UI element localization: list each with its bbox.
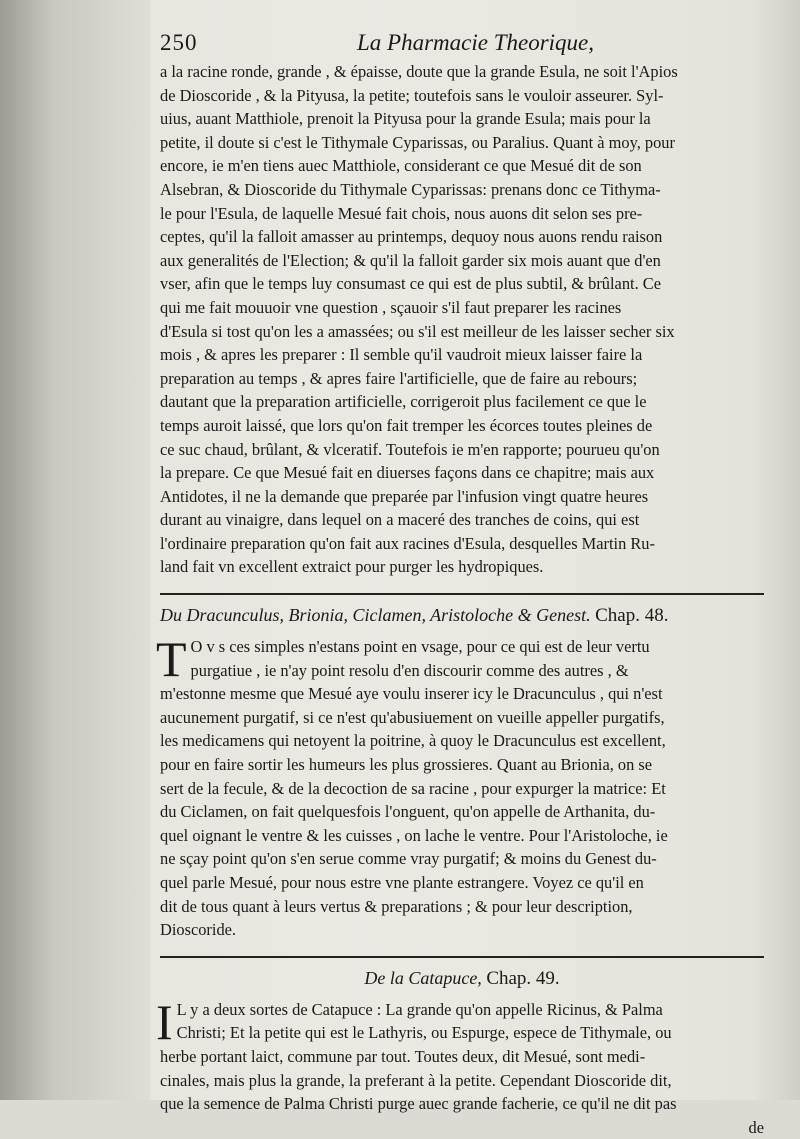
text-line: les medicamens qui netoyent la poitrine, à quoy le Dracunculus est excellent, (160, 731, 666, 751)
text-line: O v s ces simples n'estans point en vsage, pour ce qui est de leur vertu (190, 637, 650, 657)
text-line: uius, auant Matthiole, prenoit la Pityusa pour la grande Esula; mais pour la (160, 109, 651, 129)
chapter-49-number: Chap. 49. (486, 967, 560, 989)
text-line: ce suc chaud, brûlant, & vlceratif. Toutefois ie m'en rapporte; pourueu qu'on (160, 439, 660, 459)
text-line: mois , & apres les preparer : Il semble qu'il vaudroit mieux laisser faire la (160, 345, 643, 365)
chapter-48-number: Chap. 48. (595, 605, 669, 627)
text-line: de Dioscoride , & la Pityusa, la petite; toutefois sans le vouloir asseurer. Syl- (160, 85, 664, 105)
text-line: purgatiue , ie n'ay point resolu d'en discourir comme des autres , & (190, 660, 629, 680)
page-gutter-shadow (0, 0, 150, 1100)
text-line: l'ordinaire preparation qu'on fait aux racines d'Esula, desquelles Martin Ru- (160, 533, 655, 553)
text-line: land fait vn excellent extraict pour purger les hydropiques. (160, 557, 544, 577)
section-divider (160, 956, 764, 958)
text-line: aucunement purgatif, si ce n'est qu'abusiuement on vueille appeller purgatifs, (160, 707, 665, 727)
text-line: m'estonne mesme que Mesué aye voulu inserer icy le Dracunculus , qui n'est (160, 684, 663, 704)
chapter-48-heading (160, 605, 764, 627)
text-line: Christi; Et la petite qui est le Lathyris, ou Espurge, espece de Tithymale, ou (176, 1023, 672, 1043)
section-esula-continuation (160, 60, 764, 579)
text-line: dit de tous quant à leurs vertus & preparations ; & pour leur description, (160, 896, 633, 916)
drop-cap: T (156, 631, 187, 688)
text-line: Antidotes, il ne la demande que preparée par l'infusion vingt quatre heures (160, 486, 649, 506)
text-line: ceptes, qu'il la falloit amasser au printemps, dequoy nous auons rendu raison (160, 227, 663, 247)
chapter-48-body (156, 631, 764, 942)
text-line: Alsebran, & Dioscoride du Tithymale Cyparissas: prenans donc ce Tithyma- (160, 179, 661, 199)
chapter-49-title: De la Catapuce, (364, 967, 482, 988)
text-line: quel parle Mesué, pour nous estre vne plante estrangere. Voyez ce qu'il en (160, 873, 644, 892)
catchword: de (748, 1117, 764, 1137)
text-line: la prepare. Ce que Mesué fait en diuerses façons dans ce chapitre; mais aux (160, 463, 655, 483)
text-line: vser, afin que le temps luy consumast ce qui est de plus subtil, & brûlant. Ce (160, 274, 661, 294)
section-divider (160, 593, 764, 595)
text-line: a la racine ronde, grande , & épaisse, doute que la grande Esula, ne soit l'Apios (160, 62, 678, 81)
text-line: qui me fait mouuoir vne question , sçauoir s'il faut preparer les racines (160, 297, 622, 317)
text-line: le pour l'Esula, de laquelle Mesué fait chois, nous auons dit selon ses pre- (160, 203, 643, 223)
text-line: que la semence de Palma Christi purge auec grande facherie, ce qu'il ne dit pas (160, 1094, 677, 1114)
text-line: d'Esula si tost qu'on les a amassées; ou s'il est meilleur de les laisser secher six (160, 321, 675, 341)
text-line: petite, il doute si c'est le Tithymale Cyparissas, ou Paralius. Quant à moy, pour (160, 132, 675, 152)
text-line: quel oignant le ventre & les cuisses , on lache le ventre. Pour l'Aristoloche, ie (160, 825, 668, 845)
drop-cap: I (156, 993, 173, 1050)
text-line: herbe portant laict, commune par tout. Toutes deux, dit Mesué, sont medi- (160, 1046, 646, 1066)
chapter-49-body (156, 993, 764, 1139)
chapter-49-heading (160, 968, 764, 990)
text-line: preparation au temps , & apres faire l'artificielle, que de faire au rebours; (160, 368, 638, 388)
text-line: temps auroit laissé, que lors qu'on fait tremper les écorces toutes pleines de (160, 415, 653, 435)
text-line: encore, ie m'en tiens auec Matthiole, considerant ce que Mesué dit de son (160, 156, 642, 176)
page-header (160, 30, 764, 56)
text-line: ne sçay point qu'on s'en serue comme vray purgatif; & moins du Genest du- (160, 849, 657, 869)
text-line: du Ciclamen, on fait quelquesfois l'onguent, qu'on appelle de Arthanita, du- (160, 802, 656, 822)
text-line: cinales, mais plus la grande, la preferant à la petite. Cependant Dioscoride dit, (160, 1070, 672, 1090)
text-line: durant au vinaigre, dans lequel on a maceré des tranches de coins, qui est (160, 510, 640, 530)
text-line: L y a deux sortes de Catapuce : La grande qu'on appelle Ricinus, & Palma (176, 999, 663, 1019)
running-title: La Pharmacie Theorique, (356, 30, 594, 55)
text-line: Dioscoride. (160, 920, 237, 940)
chapter-48-title: Du Dracunculus, Brionia, Ciclamen, Aristoloche & Genest. (160, 605, 591, 626)
text-line: sert de la fecule, & de la decoction de sa racine , pour expurger la matrice: Et (160, 778, 666, 798)
text-line: dautant que la preparation artificielle, corrigeroit plus facilement ce que le (160, 392, 647, 412)
text-line: aux generalités de l'Election; & qu'il la falloit garder six mois auant que d'en (160, 250, 661, 270)
page-number: 250 (160, 30, 198, 55)
text-line: pour en faire sortir les humeurs les plus grossieres. Quant au Brionia, on se (160, 755, 653, 775)
